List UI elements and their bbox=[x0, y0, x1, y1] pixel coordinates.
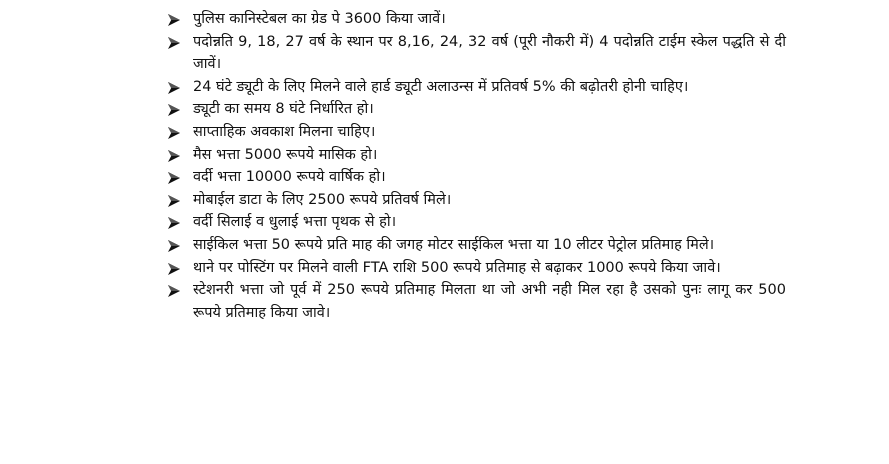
arrowhead-bullet-icon bbox=[168, 240, 180, 252]
list-item-text: ड्यूटी का समय 8 घंटे निर्धारित हो। bbox=[193, 101, 374, 118]
list-item bbox=[166, 31, 786, 76]
list-item bbox=[166, 121, 786, 144]
list-item bbox=[166, 189, 786, 212]
list-item bbox=[166, 98, 786, 121]
list-item-text: मोबाईल डाटा के लिए 2500 रूपये प्रतिवर्ष मिले। bbox=[193, 191, 452, 208]
arrowhead-bullet-icon bbox=[168, 285, 180, 297]
list-item-text: साईकिल भत्ता 50 रूपये प्रति माह की जगह मोटर साईकिल भत्ता या 10 लीटर पेट्रोल प्रतिमाह मिले। bbox=[193, 236, 715, 253]
list-item-text: थाने पर पोस्टिंग पर मिलने वाली FTA राशि 500 रूपये प्रतिमाह से बढ़ाकर 1000 रूपये किया जावे। bbox=[193, 259, 721, 276]
list-item-text: मैस भत्ता 5000 रूपये मासिक हो। bbox=[193, 146, 378, 163]
demand-list bbox=[166, 8, 786, 324]
list-item-text: पुलिस कानिस्टेबल का ग्रेड पे 3600 किया जावें। bbox=[193, 11, 446, 27]
list-item bbox=[166, 257, 786, 280]
list-item bbox=[166, 211, 786, 234]
list-item bbox=[166, 144, 786, 167]
document-body bbox=[166, 8, 786, 324]
list-item-text: वर्दी सिलाई व धुलाई भत्ता पृथक से हो। bbox=[193, 214, 397, 231]
list-item-text: साप्ताहिक अवकाश मिलना चाहिए। bbox=[193, 123, 376, 140]
list-item-text: पदोन्नति 9, 18, 27 वर्ष के स्थान पर 8,16, 24, 32 वर्ष (पूरी नौकरी में) 4 पदोन्नति टाईम स्केल पद्धति से दी जावें। bbox=[193, 33, 786, 73]
arrowhead-bullet-icon bbox=[168, 37, 180, 49]
arrowhead-bullet-icon bbox=[168, 14, 180, 26]
list-item bbox=[166, 76, 786, 99]
arrowhead-bullet-icon bbox=[168, 263, 180, 275]
list-item-text: स्टेशनरी भत्ता जो पूर्व में 250 रूपये प्रतिमाह मिलता था जो अभी नही मिल रहा है उसको पुनः लागू कर 500 रूपये प्रतिमाह किया जावे। bbox=[193, 282, 786, 321]
list-item bbox=[166, 166, 786, 189]
arrowhead-bullet-icon bbox=[168, 82, 180, 94]
list-item bbox=[166, 8, 786, 31]
list-item-text: वर्दी भत्ता 10000 रूपये वार्षिक हो। bbox=[193, 169, 386, 186]
arrowhead-bullet-icon bbox=[168, 172, 180, 184]
arrowhead-bullet-icon bbox=[168, 104, 180, 116]
arrowhead-bullet-icon bbox=[168, 195, 180, 207]
arrowhead-bullet-icon bbox=[168, 217, 180, 229]
list-item bbox=[166, 279, 786, 324]
list-item-text: 24 घंटे ड्यूटी के लिए मिलने वाले हार्ड ड्यूटी अलाउन्स में प्रतिवर्ष 5% की बढ़ोतरी होनी चाहिए। bbox=[193, 78, 689, 95]
arrowhead-bullet-icon bbox=[168, 150, 180, 162]
list-item bbox=[166, 234, 786, 257]
arrowhead-bullet-icon bbox=[168, 127, 180, 139]
